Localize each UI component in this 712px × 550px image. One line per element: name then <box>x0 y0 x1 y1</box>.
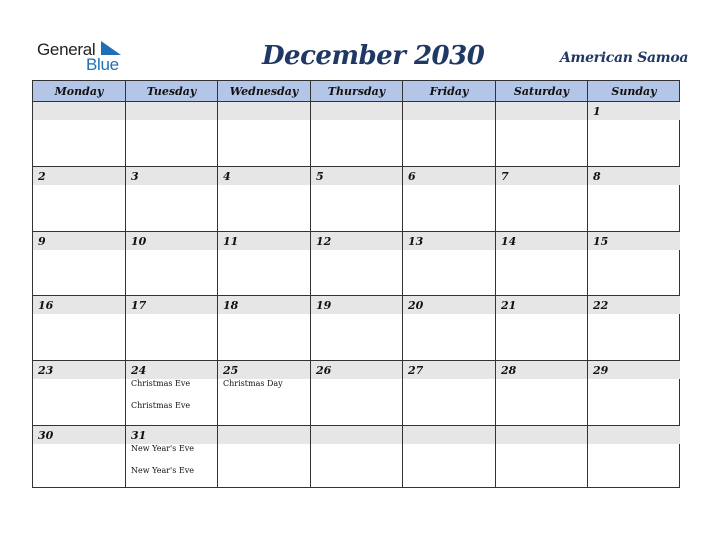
day-number: 4 <box>223 170 231 183</box>
day-number: 25 <box>223 364 239 377</box>
day-cell[interactable] <box>126 232 218 296</box>
weekday-tuesday: Tuesday <box>126 81 218 101</box>
day-cell[interactable] <box>126 426 218 488</box>
day-cell[interactable] <box>218 167 311 232</box>
day-number: 13 <box>408 235 424 248</box>
day-cell[interactable] <box>33 102 126 167</box>
logo-text-blue: Blue <box>86 55 119 74</box>
day-cell[interactable] <box>33 296 126 361</box>
day-number: 12 <box>316 235 332 248</box>
day-cell[interactable] <box>33 361 126 426</box>
day-cell[interactable] <box>588 426 680 488</box>
day-number: 17 <box>131 299 147 312</box>
day-number: 14 <box>501 235 517 248</box>
day-cell[interactable] <box>496 102 588 167</box>
day-number: 2 <box>38 170 46 183</box>
logo-text-general: General <box>37 40 96 59</box>
day-number-band <box>496 102 587 120</box>
day-cell[interactable] <box>218 232 311 296</box>
day-number-band <box>33 232 125 250</box>
day-number: 9 <box>38 235 46 248</box>
day-cell[interactable] <box>311 102 403 167</box>
country-label: American Samoa <box>560 50 689 66</box>
day-number-band <box>496 167 587 185</box>
holiday-event: Christmas Day <box>223 379 283 388</box>
day-cell[interactable] <box>588 296 680 361</box>
day-number: 19 <box>316 299 332 312</box>
day-number-band <box>126 102 217 120</box>
day-number-band <box>33 102 125 120</box>
day-number: 21 <box>501 299 517 312</box>
day-cell[interactable] <box>126 167 218 232</box>
day-cell[interactable] <box>588 361 680 426</box>
day-cell[interactable] <box>403 426 496 488</box>
day-cell[interactable] <box>126 296 218 361</box>
day-number-band <box>588 426 680 444</box>
day-cell[interactable] <box>311 361 403 426</box>
day-number: 30 <box>38 429 54 442</box>
day-cell[interactable] <box>588 232 680 296</box>
day-number: 5 <box>316 170 324 183</box>
day-number-band <box>311 426 402 444</box>
day-number: 26 <box>316 364 332 377</box>
day-number: 3 <box>131 170 139 183</box>
day-cell[interactable] <box>403 232 496 296</box>
day-cell[interactable] <box>311 426 403 488</box>
day-number: 10 <box>131 235 147 248</box>
day-cell[interactable] <box>496 426 588 488</box>
day-number: 23 <box>38 364 54 377</box>
day-cell[interactable] <box>311 167 403 232</box>
day-number: 16 <box>38 299 54 312</box>
logo-triangle-icon <box>101 41 121 55</box>
day-cell[interactable] <box>218 426 311 488</box>
day-cell[interactable] <box>496 296 588 361</box>
day-number-band <box>588 102 680 120</box>
day-cell[interactable] <box>218 361 311 426</box>
day-cell[interactable] <box>496 361 588 426</box>
day-cell[interactable] <box>218 102 311 167</box>
weekday-monday: Monday <box>33 81 126 101</box>
day-number-band <box>588 167 680 185</box>
weekday-friday: Friday <box>403 81 496 101</box>
day-cell[interactable] <box>126 102 218 167</box>
holiday-event: New Year's Eve <box>131 466 194 475</box>
day-number-band <box>126 167 217 185</box>
day-cell[interactable] <box>403 296 496 361</box>
calendar-title: December 2030 <box>262 41 485 71</box>
day-cell[interactable] <box>588 102 680 167</box>
day-cell[interactable] <box>33 232 126 296</box>
day-cell[interactable] <box>218 296 311 361</box>
brand-logo <box>37 38 137 74</box>
day-number: 15 <box>593 235 609 248</box>
holiday-event: Christmas Eve <box>131 379 191 388</box>
day-cell[interactable] <box>403 167 496 232</box>
day-cell[interactable] <box>311 296 403 361</box>
day-number-band <box>403 102 495 120</box>
day-number-band <box>33 167 125 185</box>
day-cell[interactable] <box>496 232 588 296</box>
day-cell[interactable] <box>311 232 403 296</box>
weekday-thursday: Thursday <box>311 81 403 101</box>
day-cell[interactable] <box>496 167 588 232</box>
day-cell[interactable] <box>33 167 126 232</box>
day-number: 29 <box>593 364 609 377</box>
day-number: 22 <box>593 299 609 312</box>
holiday-event: New Year's Eve <box>131 444 194 453</box>
day-number-band <box>496 426 587 444</box>
day-number: 8 <box>593 170 601 183</box>
day-number: 24 <box>131 364 147 377</box>
day-number: 27 <box>408 364 424 377</box>
day-number-band <box>218 426 310 444</box>
day-number-band <box>403 167 495 185</box>
weekday-wednesday: Wednesday <box>218 81 311 101</box>
day-cell[interactable] <box>403 102 496 167</box>
day-number: 28 <box>501 364 517 377</box>
day-number: 11 <box>223 235 239 248</box>
weekday-header <box>33 81 679 102</box>
day-cell[interactable] <box>33 426 126 488</box>
weekday-sunday: Sunday <box>611 85 657 98</box>
day-number: 20 <box>408 299 424 312</box>
day-cell[interactable] <box>588 167 680 232</box>
day-number-band <box>218 102 310 120</box>
day-number: 6 <box>408 170 416 183</box>
day-number: 7 <box>501 170 509 183</box>
day-number-band <box>311 102 402 120</box>
calendar-grid <box>32 80 680 488</box>
day-number-band <box>311 167 402 185</box>
day-cell[interactable] <box>126 361 218 426</box>
day-number: 18 <box>223 299 239 312</box>
weekday-saturday: Saturday <box>496 81 588 101</box>
day-number: 31 <box>131 429 147 442</box>
day-number-band <box>403 426 495 444</box>
holiday-event: Christmas Eve <box>131 401 191 410</box>
day-number: 1 <box>593 105 601 118</box>
day-number-band <box>218 167 310 185</box>
day-cell[interactable] <box>403 361 496 426</box>
